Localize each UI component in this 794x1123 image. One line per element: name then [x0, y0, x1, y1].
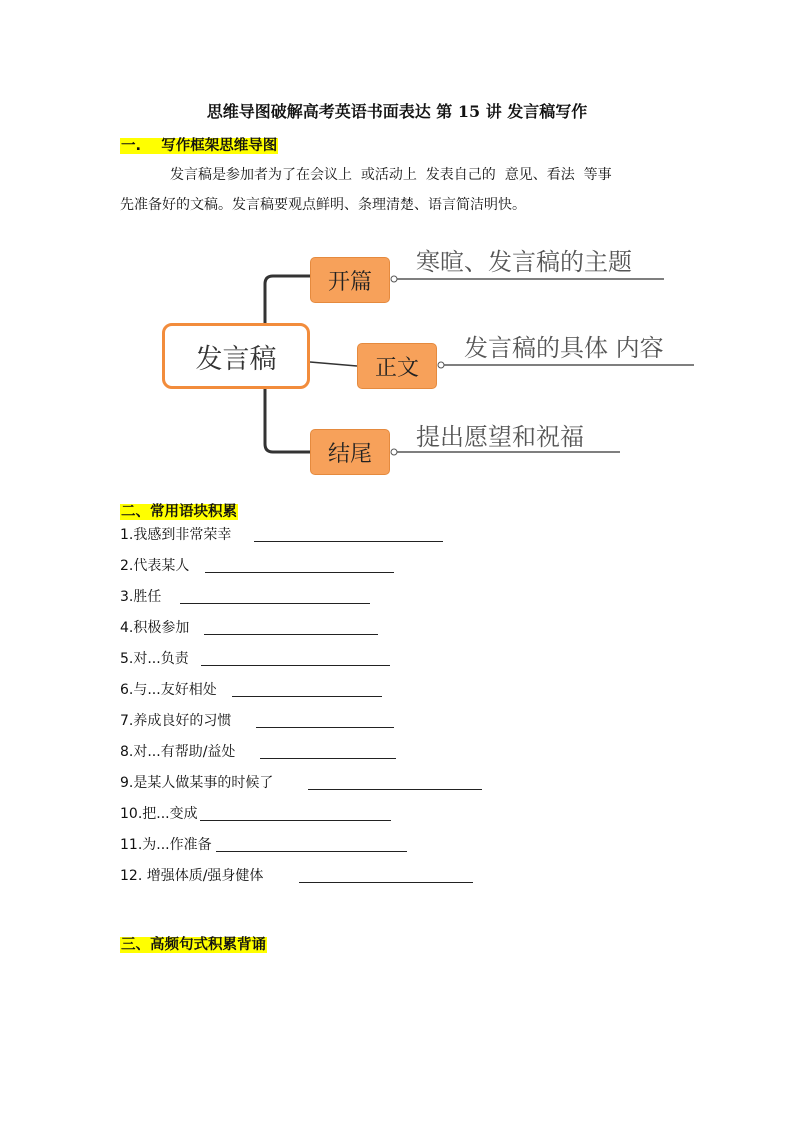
- section-heading-text: 二、常用语块积累: [121, 504, 237, 520]
- list-item: [120, 648, 189, 679]
- page-title: 思维导图破解高考英语书面表达 第 15 讲 发言稿写作: [206, 102, 588, 121]
- list-item: [120, 586, 161, 617]
- phrase-text: 12. 增强体质/强身健体: [120, 868, 264, 884]
- answer-blank[interactable]: [180, 586, 370, 604]
- answer-blank[interactable]: [201, 648, 390, 666]
- answer-blank[interactable]: [205, 555, 394, 573]
- phrase-text: 5.对...负责: [120, 651, 189, 667]
- list-item: [120, 555, 189, 586]
- list-item: [120, 617, 189, 648]
- answer-blank[interactable]: [200, 803, 391, 821]
- intro-line-1: 发言稿是参加者为了在会议上 或活动上 发表自己的 意见、看法 等事: [170, 167, 612, 183]
- mind-map: [150, 232, 710, 482]
- phrase-text: 6.与...友好相处: [120, 682, 217, 698]
- list-item: [120, 710, 231, 741]
- phrase-text: 10.把...变成: [120, 806, 198, 822]
- list-item: [120, 772, 273, 803]
- phrase-text: 11.为...作准备: [120, 837, 212, 853]
- mind-map-topic-ending: 提出愿望和祝福: [416, 423, 584, 451]
- mind-map-topic-body: 发言稿的具体 内容: [464, 334, 664, 362]
- phrase-text: 4.积极参加: [120, 620, 190, 636]
- phrase-text: 8.对...有帮助/益处: [120, 744, 236, 760]
- phrase-text: 1.我感到非常荣幸: [120, 527, 232, 543]
- mind-map-branch-body: 正文: [357, 343, 437, 389]
- section-heading-phrases: [120, 500, 238, 521]
- list-item: [120, 803, 198, 834]
- answer-blank[interactable]: [308, 772, 482, 790]
- phrase-text: 9.是某人做某事的时候了: [120, 775, 274, 791]
- answer-blank[interactable]: [299, 865, 473, 883]
- answer-blank[interactable]: [256, 710, 394, 728]
- answer-blank[interactable]: [232, 679, 382, 697]
- answer-blank[interactable]: [254, 524, 443, 542]
- answer-blank[interactable]: [216, 834, 407, 852]
- mind-map-root: 发言稿: [162, 323, 310, 389]
- section-heading-framework: [120, 134, 278, 155]
- intro-paragraph: [120, 160, 680, 220]
- section-heading-text: 三、高频句式积累背诵: [121, 937, 266, 953]
- phrase-text: 7.养成良好的习惯: [120, 713, 232, 729]
- mind-map-topic-opening: 寒暄、发言稿的主题: [416, 248, 632, 276]
- list-item: [120, 741, 235, 772]
- answer-blank[interactable]: [204, 617, 378, 635]
- section-heading-sentences: [120, 933, 267, 954]
- list-item: [120, 679, 217, 710]
- list-item: [120, 834, 212, 865]
- intro-line-2: 先准备好的文稿。发言稿要观点鲜明、条理清楚、语言简洁明快。: [120, 197, 526, 213]
- answer-blank[interactable]: [260, 741, 396, 759]
- mind-map-branch-opening: 开篇: [310, 257, 390, 303]
- list-item: [120, 524, 231, 555]
- section-heading-text: 一. 写作框架思维导图: [121, 138, 278, 154]
- phrase-text: 3.胜任: [120, 589, 162, 605]
- list-item: [120, 865, 263, 896]
- phrase-text: 2.代表某人: [120, 558, 190, 574]
- mind-map-branch-ending: 结尾: [310, 429, 390, 475]
